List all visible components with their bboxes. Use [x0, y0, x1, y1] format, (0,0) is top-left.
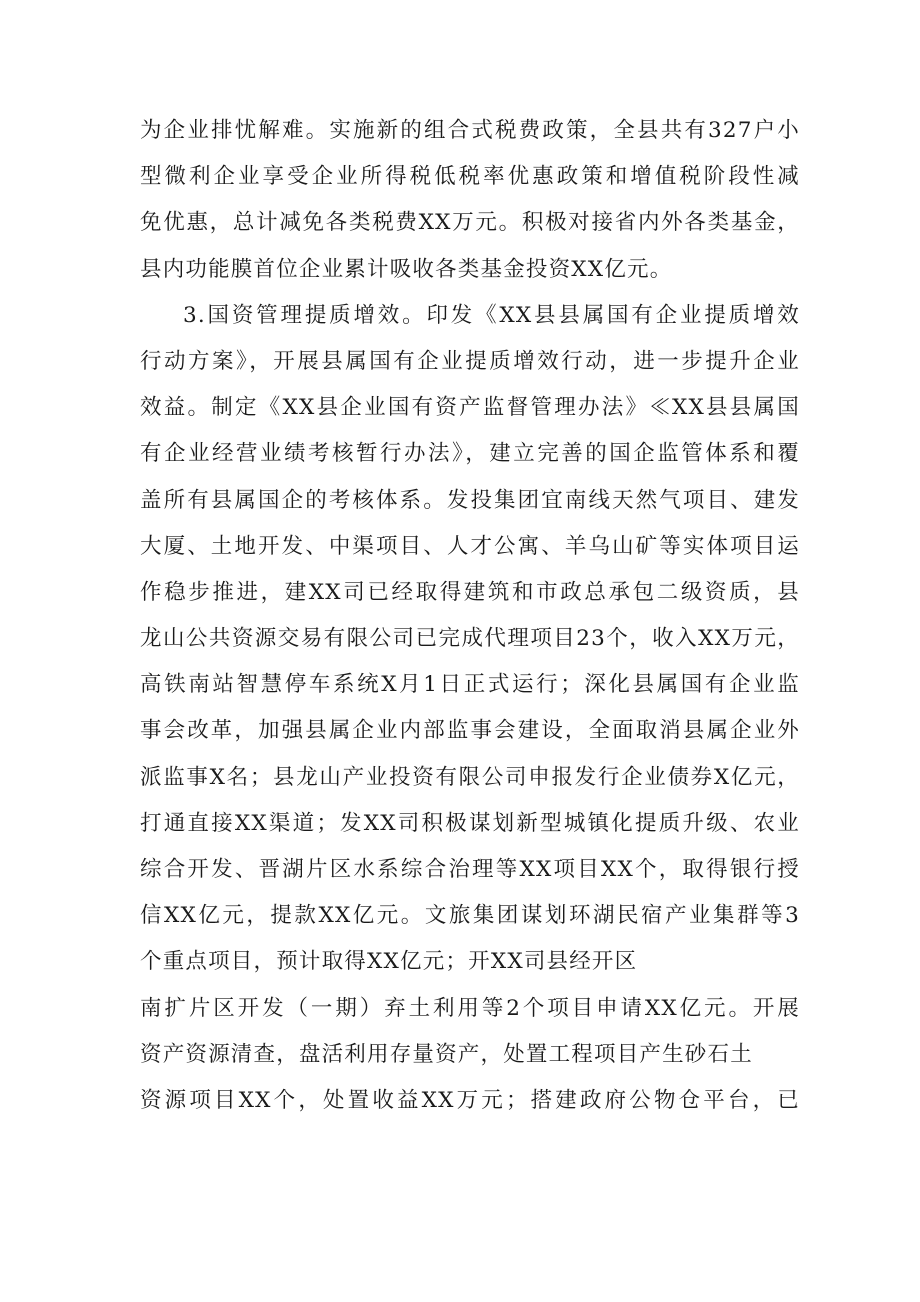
document-body	[140, 108, 800, 1124]
text-line: 免优惠，总计减免各类税费XX万元。积极对接省内外各类基金，	[140, 210, 800, 236]
text-line: 个重点项目，预计取得XX亿元；开XX司县经开区	[140, 949, 638, 975]
text-line: 型微利企业享受企业所得税低税率优惠政策和增值税阶段性减	[140, 164, 800, 190]
text-line: 作稳步推进，建XX司已经取得建筑和市政总承包二级资质，县	[140, 579, 800, 605]
text-line: 事会改革，加强县属企业内部监事会建设，全面取消县属企业外	[140, 718, 800, 744]
text-line: 信XX亿元，提款XX亿元。文旅集团谋划环湖民宿产业集群等3	[140, 903, 800, 929]
text-line: 有企业经营业绩考核暂行办法》，建立完善的国企监管体系和覆	[140, 441, 800, 467]
text-line: 资产资源清查，盘活利用存量资产，处置工程项目产生砂石土	[140, 1041, 753, 1067]
text-line: 龙山公共资源交易有限公司已完成代理项目23个，收入XX万元，	[140, 626, 800, 652]
text-line: 高铁南站智慧停车系统X月1日正式运行；深化县属国有企业监	[140, 672, 800, 698]
text-line: 打通直接XX渠道；发XX司积极谋划新型城镇化提质升级、农业	[140, 810, 800, 836]
text-line: 大厦、土地开发、中渠项目、人才公寓、羊乌山矿等实体项目运	[140, 533, 800, 559]
text-line: 为企业排忧解难。实施新的组合式税费政策，全县共有327户小	[140, 118, 800, 143]
text-line: 盖所有县属国企的考核体系。发投集团宜南线天然气项目、建发	[140, 487, 800, 513]
text-line: 资源项目XX个，处置收益XX万元；搭建政府公物仓平台，已	[140, 1087, 800, 1113]
text-line: 县内功能膜首位企业累计吸收各类基金投资XX亿元。	[140, 256, 673, 282]
text-line: 行动方案》，开展县属国有企业提质增效行动，进一步提升企业	[140, 348, 800, 374]
text-line: 效益。制定《XX县企业国有资产监督管理办法》≪XX县县属国	[140, 395, 800, 421]
text-line: 派监事X名；县龙山产业投资有限公司申报发行企业债券X亿元，	[140, 764, 800, 790]
text-line: 3.国资管理提质增效。印发《XX县县属国有企业提质增效	[183, 302, 800, 328]
text-line: 综合开发、晋湖片区水系综合治理等XX项目XX个，取得银行授	[140, 857, 800, 882]
text-line: 南扩片区开发（一期）弃土利用等2个项目申请XX亿元。开展	[140, 995, 800, 1021]
